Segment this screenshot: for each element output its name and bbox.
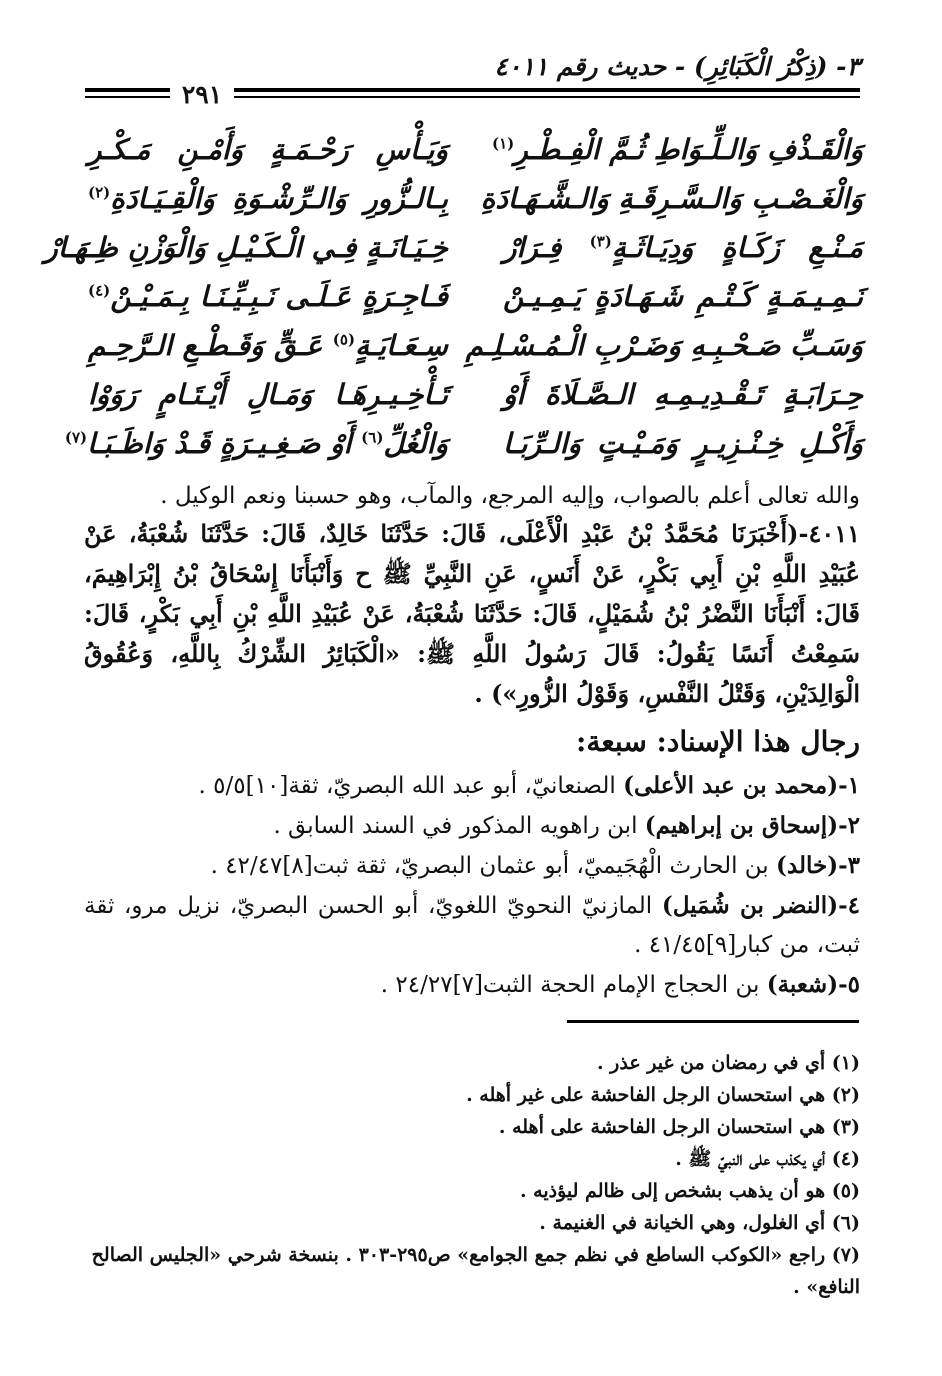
poem-hemistich-right: مَـنْـعِ زَكَـاةٍ وَدِيَـاثَـةٍ$^{(٣)}$ فِـرَارْ bbox=[503, 231, 863, 264]
poem-hemistich-right: وَالْقَـذْفِ وَالـلِّـوَاطِ ثُـمَّ الْفِـطْـرِ$^{(١)}$ bbox=[491, 133, 863, 166]
poem-hemistich-right: حِـرَابَـةٍ تَـقْـدِيـمِـهِ الـصَّـلَاةَ أَوْ bbox=[503, 378, 863, 411]
page-header-title: ٣- (ذِكْرُ الْكَبَائِرِ) - حديث رقم ٤٠١١ bbox=[494, 52, 860, 81]
poem-line bbox=[88, 125, 863, 174]
footnote-item: (٢) هي استحسان الرجل الفاحشة على غير أهله . bbox=[466, 1084, 860, 1106]
poem-block bbox=[44, 125, 863, 468]
narrator-item: ٥-(شعبة) بن الحجاج الإمام الحجة الثبت[٧]٢٤/٢٧ . bbox=[380, 971, 860, 998]
footnote-item: (٣) هي استحسان الرجل الفاحشة على أهله . bbox=[498, 1116, 860, 1138]
poem-hemistich-left: فَـاجِـرَةٍ عَـلَـى نَـبِـيِّـنَـا بِـمَـيْـنْ$^{(٤)}$ bbox=[88, 280, 448, 313]
hadith-text: ٤٠١١-(أَخْبَرَنَا مُحَمَّدُ بْنُ عَبْدِ الْأَعْلَى، قَالَ: حَدَّثَنَا خَالِدٌ، قَالَ: حَدَّثَنَا شُعْبَةُ، عَنْ عُبَيْدِ اللَّهِ بْنِ أَبِي بَكْرٍ، عَنْ أَنَسٍ، عَنِ النَّبِيِّ ﷺ ح وَأَنْبَأَنَا إِسْحَاقُ بْنُ إِبْرَاهِيمَ، قَالَ: أَنْبَأَنَا النَّضْرُ بْنُ شُمَيْلٍ، قَالَ: حَدَّثَنَا شُعْبَةُ، عَنْ عُبَيْدِ اللَّهِ بْنِ أَبِي بَكْرٍ، قَالَ: سَمِعْتُ أَنَسًا يَقُولُ: قَالَ رَسُولُ اللَّهِ ﷺ: «الْكَبَائِرُ الشِّرْكُ بِاللَّهِ، وَعُقُوقُ الْوَالِدَيْنِ، وَقَتْلُ النَّفْسِ، وَقَوْلُ الزُّورِ») . bbox=[84, 519, 860, 708]
narrator-item: ١-(محمد بن عبد الأعلى) الصنعانيّ، أبو عبد الله البصريّ، ثقة[١٠]٥/٥ . bbox=[198, 772, 860, 799]
page-number: ٢٩١ bbox=[170, 80, 234, 109]
poem-line bbox=[88, 272, 863, 321]
main-text bbox=[84, 478, 860, 1005]
footnote-item: (١) أي في رمضان من غير عذر . bbox=[596, 1052, 860, 1074]
poem-hemistich-left: وَالْغُلِّ$^{(٦)}$ أَوْ صَـغِـيـرَةٍ قَـدْ وَاظَـبَـا$^{(٧)}$ bbox=[64, 427, 448, 460]
poem-line bbox=[88, 370, 863, 419]
poem-hemistich-left: سِـعَـايَـةٍ$^{(٥)}$ عَـقٍّ وَقَـطْـعِ الـرَّحِـمِ bbox=[88, 329, 448, 362]
narrator-item: ٤-(النضر بن شُمَيل) المازنيّ النحويّ اللغويّ، أبو الحسن البصريّ، نزيل مرو، ثقة ثبت، من كبار[٩]٤١/٤٥ . bbox=[84, 892, 860, 958]
footnote-item: (٥) هو أن يذهب بشخص إلى ظالم ليؤذيه . bbox=[519, 1180, 860, 1202]
poem-line bbox=[88, 174, 863, 223]
closing-line: والله تعالى أعلم بالصواب، وإليه المرجع، والمآب، وهو حسبنا ونعم الوكيل . bbox=[160, 483, 860, 509]
poem-hemistich-left: بِـالـزُّورِ وَالـرِّشْـوَةِ وَالْقِـيَـادَةِ$^{(٢)}$ bbox=[88, 182, 448, 215]
narrator-item: ٣-(خالد) بن الحارث الْهُجَيميّ، أبو عثمان البصريّ، ثقة ثبت[٨]٤٢/٤٧ . bbox=[210, 852, 860, 879]
section-title: رجال هذا الإسناد: سبعة: bbox=[576, 725, 860, 758]
footnote-item: (٦) أي الغلول، وهي الخيانة في الغنيمة . bbox=[539, 1212, 860, 1234]
poem-line bbox=[88, 321, 863, 370]
poem-hemistich-right: وَسَـبِّ صَـحْـبِـهِ وَضَـرْبِ الْـمُـسْـلِـمِ bbox=[465, 329, 863, 362]
footnote-divider bbox=[567, 1020, 859, 1023]
narrator-item: ٢-(إسحاق بن إبراهيم) ابن راهويه المذكور في السند السابق . bbox=[273, 812, 860, 839]
poem-hemistich-left: خِـيَـانَـةٍ فِـي الْـكَـيْـلِ وَالْوَزْنِ ظِـهَـارْ bbox=[44, 231, 448, 264]
footnotes bbox=[84, 1047, 860, 1303]
footnote-item: (٤) أي يكذب على النبيّ ﷺ . bbox=[675, 1148, 860, 1170]
poem-line bbox=[44, 223, 863, 272]
poem-hemistich-left: وَيَـأْسِ رَحْـمَـةٍ وَأَمْـنِ مَـكْـرِ bbox=[88, 133, 448, 166]
poem-hemistich-right: نَـمِـيـمَـةٍ كَـتْـمِ شَـهَـادَةٍ يَـمِـيـنْ bbox=[503, 280, 863, 313]
footnote-item: (٧) راجع «الكوكب الساطع في نظم جمع الجوامع» ص٢٩٥-٣٠٣ . بنسخة شرحي «الجليس الصالح النافع» . bbox=[91, 1244, 860, 1298]
poem-hemistich-left: تَـأْخِـيـرِهَـا وَمَـالِ أَيْـتَـامٍ رَوَوْا bbox=[88, 378, 448, 411]
poem-hemistich-right: وَالْغَـصْـبِ وَالـسَّـرِقَـةِ وَالـشَّـهَـادَةِ bbox=[480, 182, 863, 215]
poem-line bbox=[64, 419, 863, 468]
poem-hemistich-right: وَأَكْـلِ خِـنْـزِيـرٍ وَمَـيْـتٍ وَالـرِّبَـا bbox=[503, 427, 863, 460]
